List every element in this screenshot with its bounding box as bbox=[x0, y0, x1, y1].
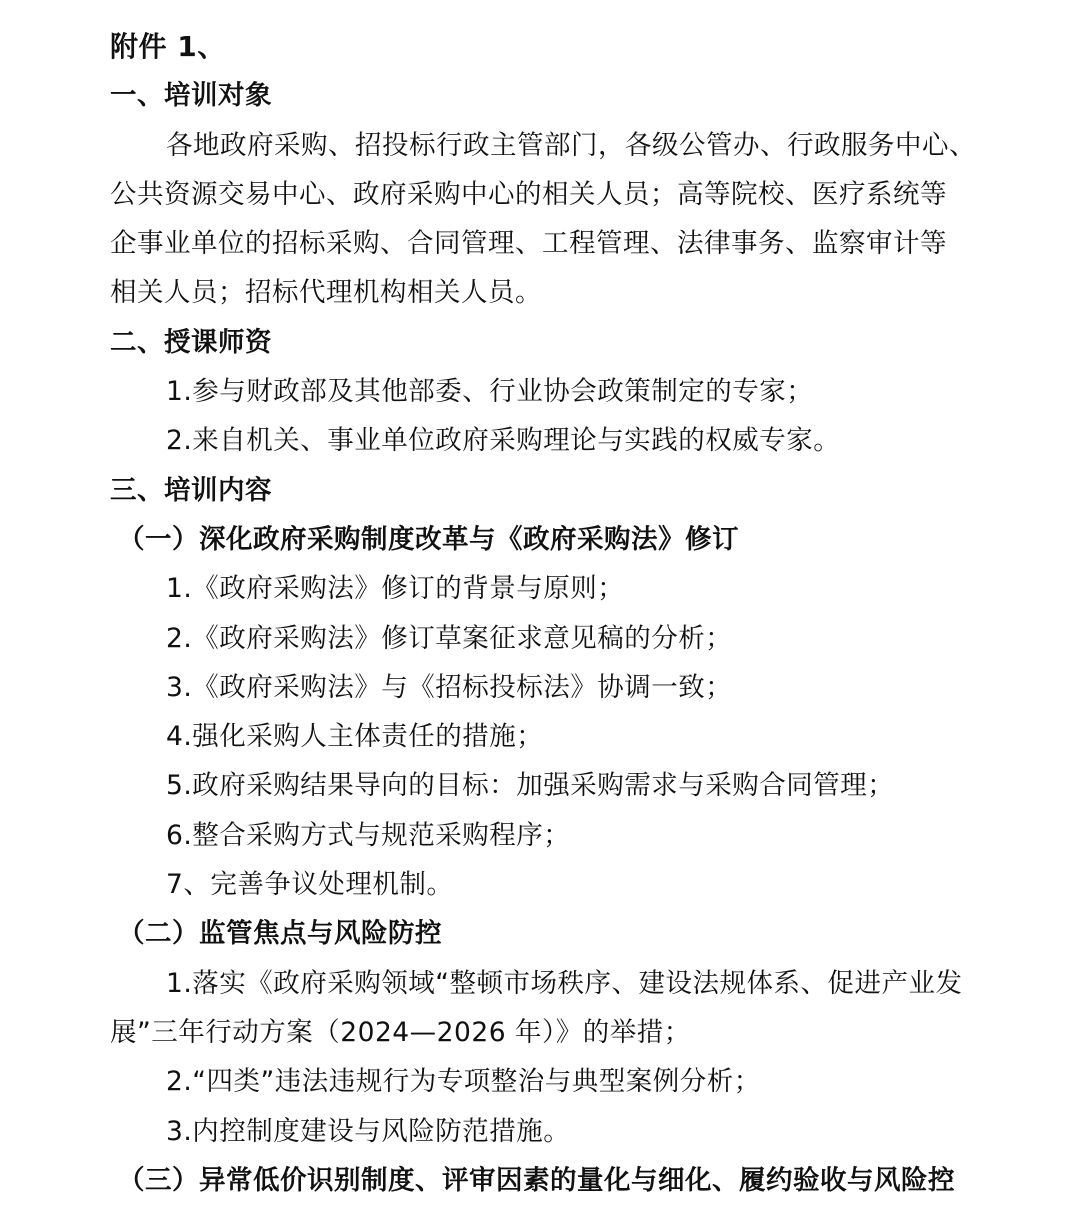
paragraph-line: 公共资源交易中心、政府采购中心的相关人员；高等院校、医疗系统等 bbox=[110, 178, 947, 210]
list-item: 2.“四类”违法违规行为专项整治与典型案例分析； bbox=[166, 1066, 761, 1098]
list-item: 2.来自机关、事业单位政府采购理论与实践的权威专家。 bbox=[166, 425, 841, 457]
section-heading-instructors: 二、授课师资 bbox=[110, 326, 272, 358]
list-item: 1.落实《政府采购领域“整顿市场秩序、建设法规体系、促进产业发 bbox=[166, 967, 963, 999]
section-heading-training-target: 一、培训对象 bbox=[110, 80, 272, 112]
list-item: 6.整合采购方式与规范采购程序； bbox=[166, 819, 571, 851]
list-item: 5.政府采购结果导向的目标：加强采购需求与采购合同管理； bbox=[166, 770, 895, 802]
list-item: 7、完善争议处理机制。 bbox=[166, 869, 454, 901]
subsection-heading-low-price: （三）异常低价识别制度、评审因素的量化与细化、履约验收与风险控 bbox=[118, 1164, 955, 1196]
list-item: 4.强化采购人主体责任的措施； bbox=[166, 721, 544, 753]
subsection-heading-supervision: （二）监管焦点与风险防控 bbox=[118, 918, 442, 950]
list-item-continuation: 展”三年行动方案（2024—2026 年）》的举措； bbox=[110, 1016, 691, 1048]
section-heading-training-content: 三、培训内容 bbox=[110, 474, 272, 506]
list-item: 3.《政府采购法》与《招标投标法》协调一致； bbox=[166, 671, 733, 703]
list-item: 1.参与财政部及其他部委、行业协会政策制定的专家； bbox=[166, 376, 814, 408]
list-item: 2.《政府采购法》修订草案征求意见稿的分析； bbox=[166, 622, 733, 654]
subsection-heading-reform: （一）深化政府采购制度改革与《政府采购法》修订 bbox=[118, 523, 739, 555]
attachment-title: 附件 1、 bbox=[110, 30, 226, 63]
paragraph-line: 各地政府采购、招投标行政主管部门，各级公管办、行政服务中心、 bbox=[166, 129, 976, 161]
list-item: 3.内控制度建设与风险防范措施。 bbox=[166, 1115, 571, 1147]
paragraph-line: 企事业单位的招标采购、合同管理、工程管理、法律事务、监察审计等 bbox=[110, 228, 947, 260]
list-item: 1.《政府采购法》修订的背景与原则； bbox=[166, 573, 625, 605]
paragraph-line: 相关人员；招标代理机构相关人员。 bbox=[110, 277, 542, 309]
document-page bbox=[110, 22, 976, 1205]
